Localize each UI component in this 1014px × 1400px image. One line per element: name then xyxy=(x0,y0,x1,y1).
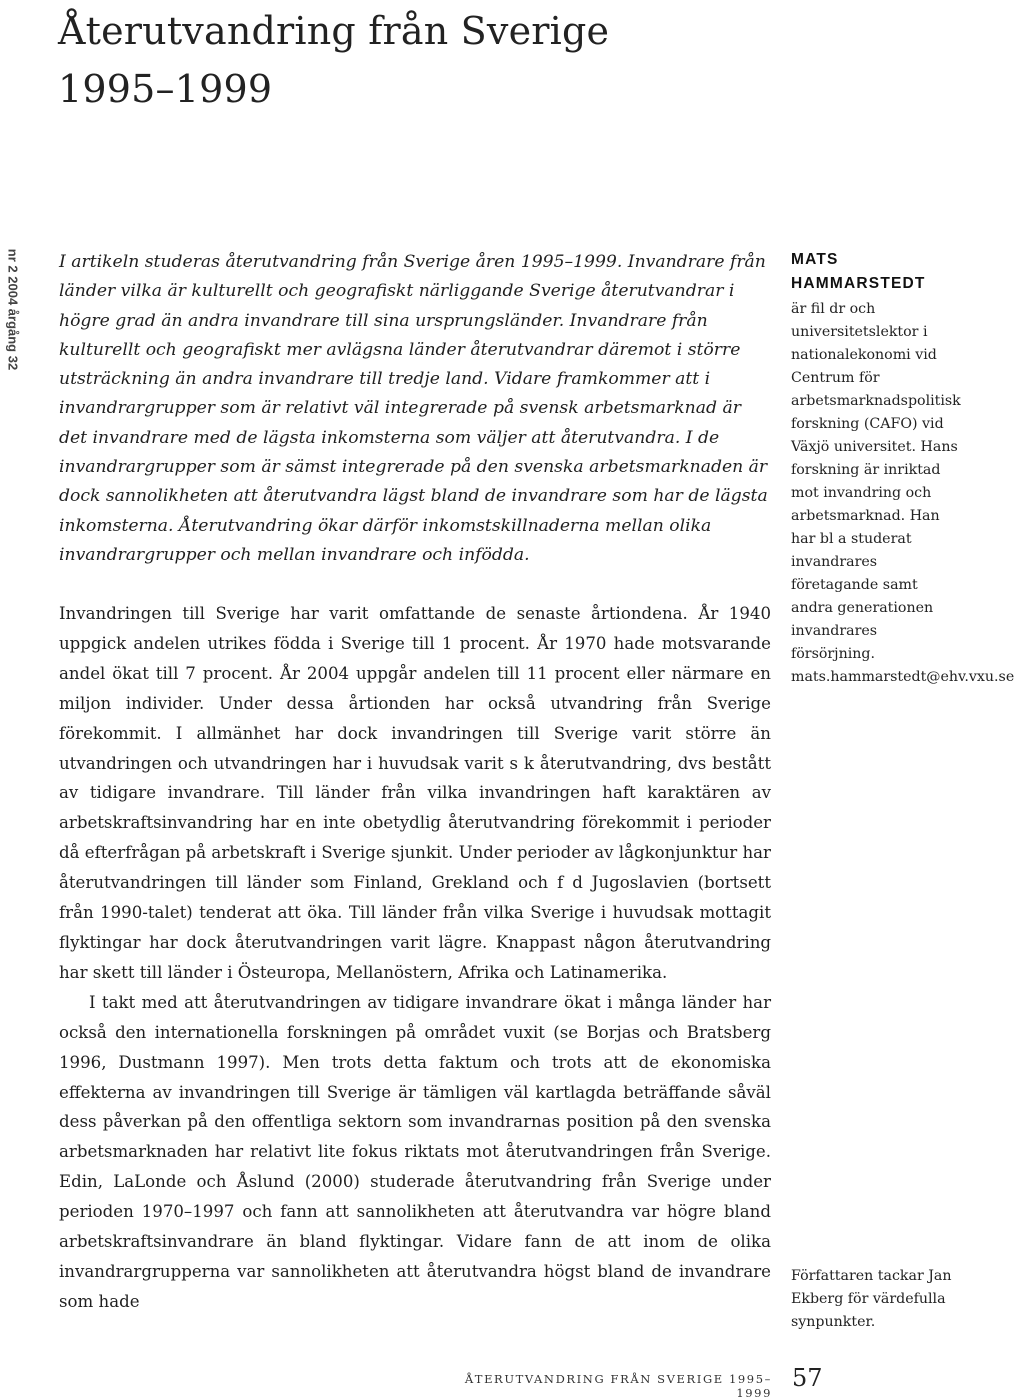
author-name-last: HAMMARSTEDT xyxy=(791,275,926,292)
body-paragraph-1: Invandringen till Sverige har varit omfattande de senaste årtiondena. År 1940 uppgick andelen utrikes födda i Sverige till 1 procent. År 1970 hade motsvarande andel ökat till 7 procent. År 2004 uppgår andelen till 11 procent eller närmare en miljon individer. Under dessa årtionden har också utvandring från Sverige förekommit. I allmänhet har dock invandringen till Sverige varit större än utvandringen och utvandringen har i huvudsak varit s k återutvandring, dvs bestått av tidigare invandrare. Till länder från vilka invandringen haft karaktären av arbetskraftsinvandring har en inte obetydlig återutvandring förekommit i perioder då efterfrågan på arbetskraft i Sverige sjunkit. Under perioder av lågkonjunktur har återutvandringen till länder som Finland, Grekland och f d Jugoslavien (bortsett från 1990-talet) tenderat att öka. Till länder från vilka Sverige i huvudsak mottagit flyktingar har dock återutvandringen varit lägre. Knappast någon återutvandring har skett till länder i Östeuropa, Mellanöstern, Afrika och Latinamerika. xyxy=(59,604,771,982)
article-title-line-1: Återutvandring från Sverige xyxy=(58,9,610,53)
page-number: 57 xyxy=(792,1364,823,1392)
body-paragraph-2: I takt med att återutvandringen av tidigare invandrare ökat i många länder har också den internationella forskningen på området vuxit (se Borjas och Bratsberg 1996, Dustmann 1997). Men trots detta faktum och trots att de ekonomiska effekterna av invandringen till Sverige är tämligen väl kartlagda beträffande såväl dess påverkan på den offentliga sektorn som invandrarnas position på den svenska arbetsmarknaden har relativt lite fokus riktats mot återutvandringen från Sverige. Edin, LaLonde och Åslund (2000) studerade återutvandring från Sverige under perioden 1970–1997 och fann att sannolikheten att återutvandra var högre bland arbetskraftsinvandrare än bland flyktingar. Vidare fann de att inom de olika invandrargrupperna var sannolikheten att återutvandra högst bland de invandrare som hade xyxy=(59,992,771,1311)
abstract: I artikeln studeras återutvandring från Sverige åren 1995–1999. Invandrare från länder vilka är kulturellt och geografiskt närliggande Sverige återutvandrar i högre grad än andra invandrare till sina ursprungsländer. Invandrare från kulturellt och geografiskt mer avlägsna länder återutvandrar däremot i större utsträckning än andra invandrare till tredje land. Vidare framkommer att i invandrargrupper som är relativt väl integrerade på svensk arbetsmarknad är det invandrare med de lägsta inkomsterna som väljer att återutvandra. I de invandrargrupper som är sämst integrerade på den svenska arbetsmarknaden är dock sannolikheten att återutvandra lägst bland de invandrare som har de lägsta inkomsterna. Återutvandring ökar därför inkomstskillnaderna mellan olika invandrargrupper och mellan invandrare och infödda. xyxy=(59,252,768,565)
running-head: ÅTERUTVANDRING FRÅN SVERIGE 1995–1999 xyxy=(464,1372,772,1400)
author-bio: är fil dr och universitetslektor i nationalekonomi vid Centrum för arbetsmarknadspolitisk forskning (CAFO) vid Växjö universitet. Hans forskning är inriktad mot invandring och arbetsmarknad. Han har bl a studerat invandrares företagande samt andra generationen invandrares försörjning. mats.hammarstedt@ehv.vxu.se xyxy=(791,301,1014,685)
article-title xyxy=(58,0,758,118)
author-info xyxy=(791,248,1014,689)
author-name-first: MATS xyxy=(791,251,839,268)
acknowledgement: Författaren tackar Jan Ekberg för värdefulla synpunkter. xyxy=(791,1268,952,1330)
body-text xyxy=(59,599,771,1317)
issue-tag: nr 2 2004 årgång 32 xyxy=(5,248,21,371)
article-title-line-2: 1995–1999 xyxy=(58,67,273,111)
